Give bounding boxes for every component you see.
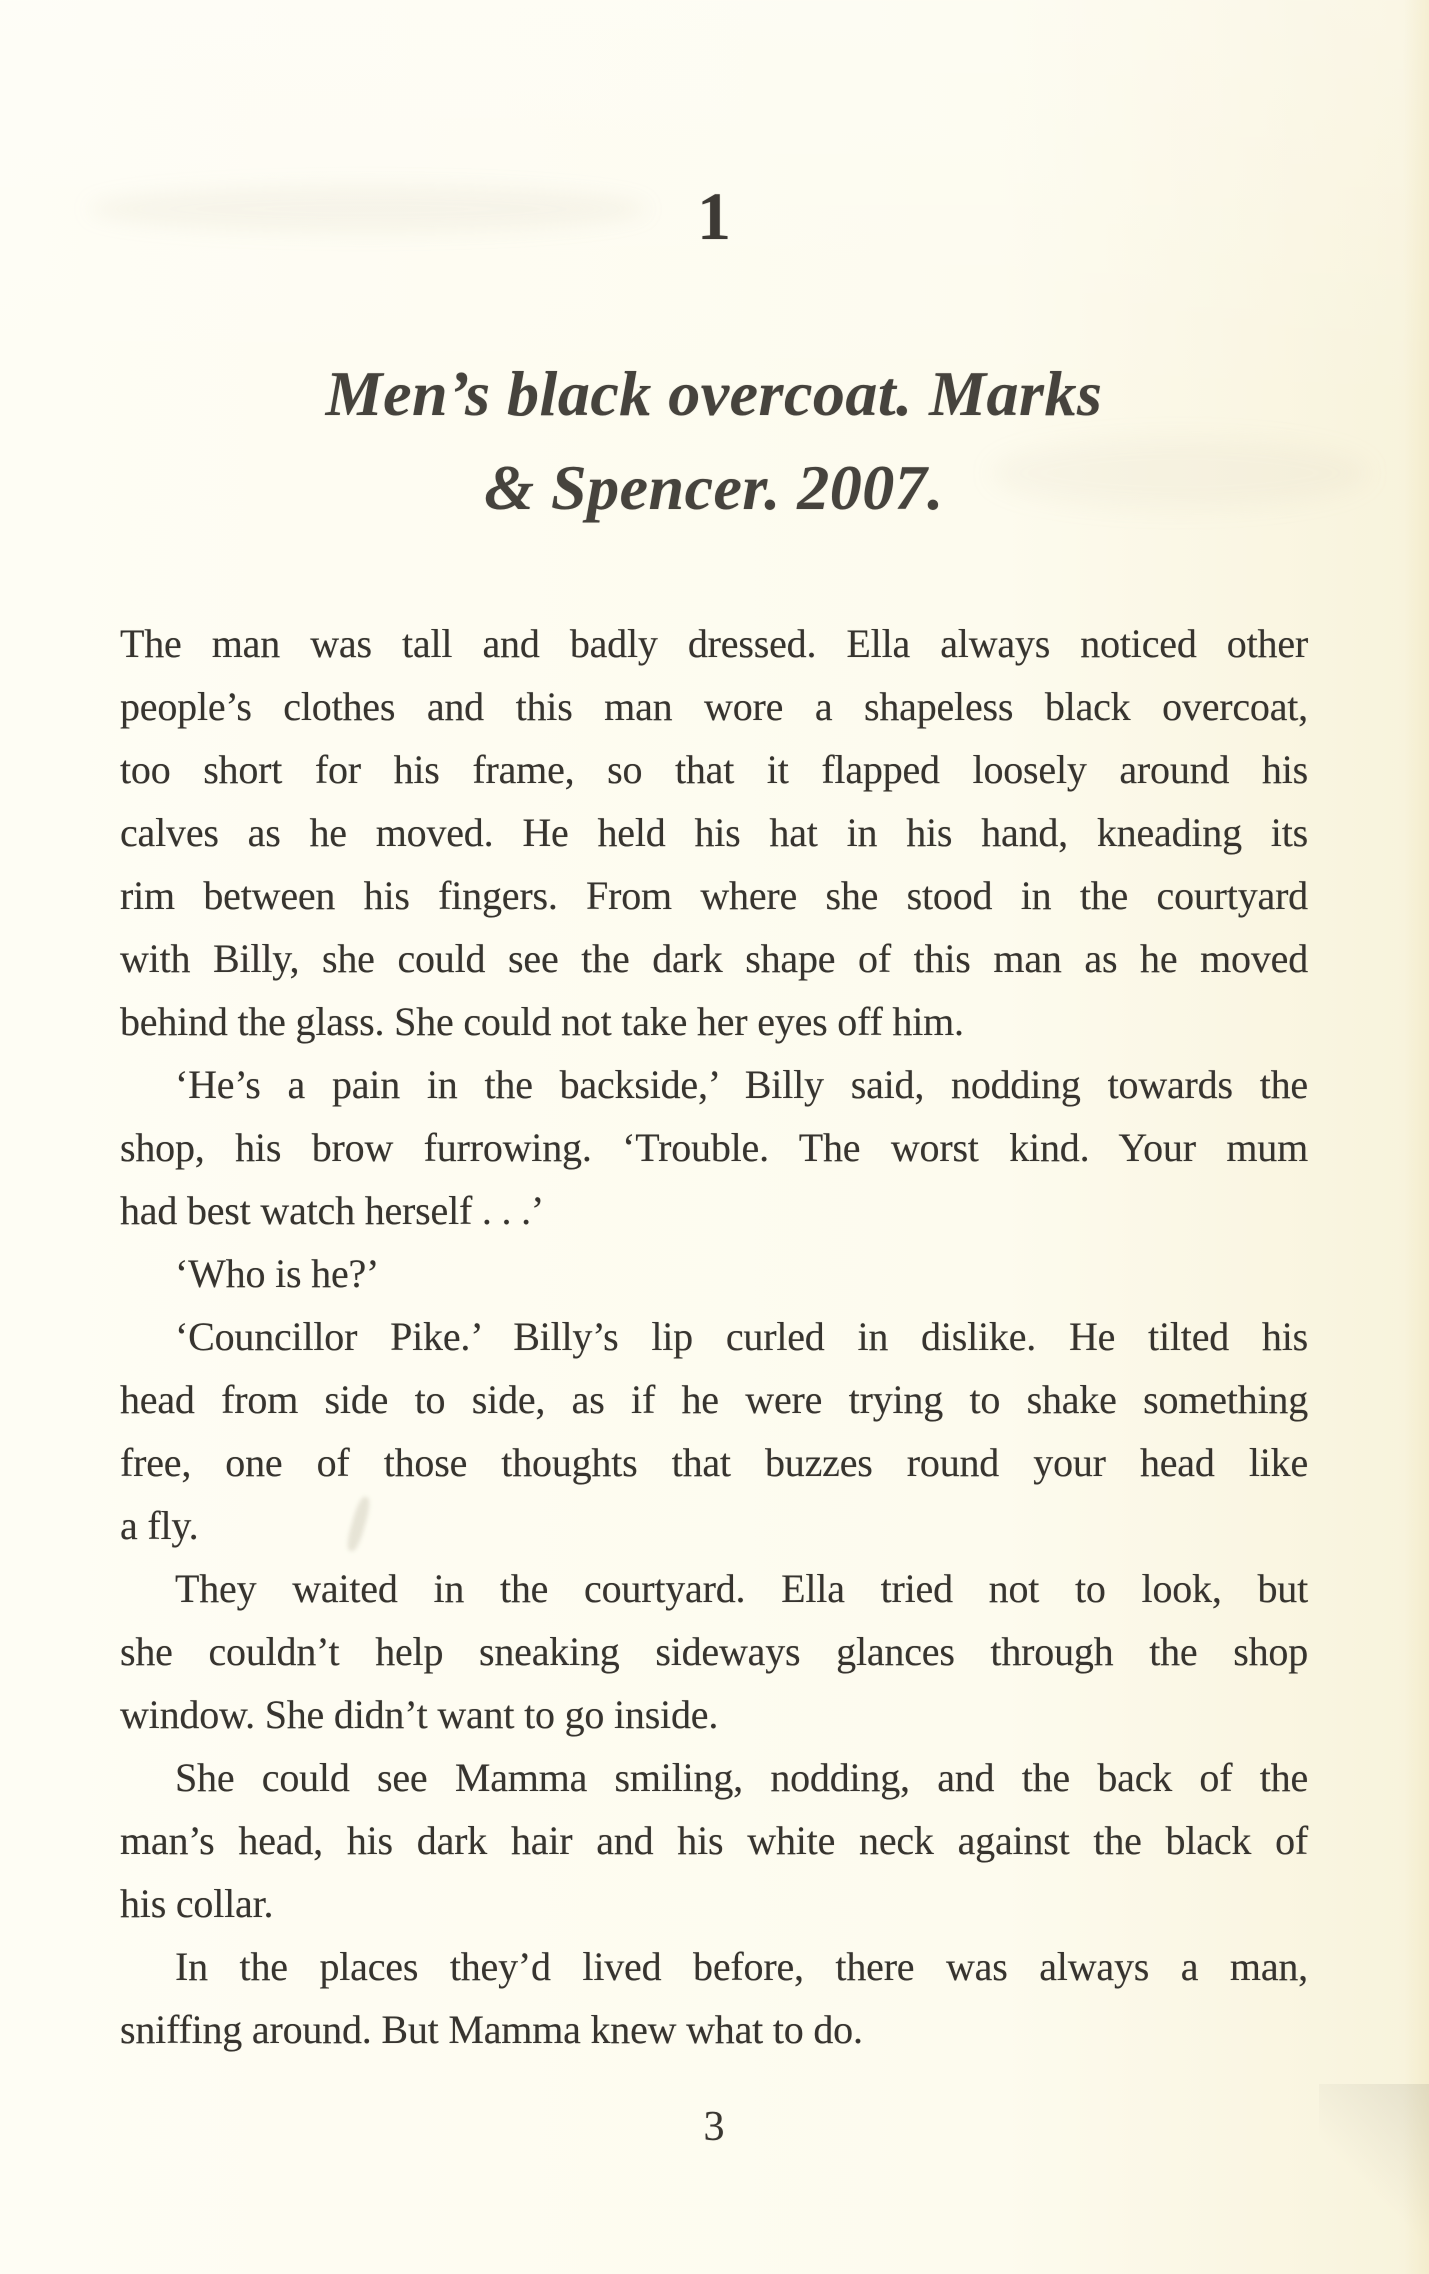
text-line: a fly. bbox=[120, 1503, 199, 1548]
page-number: 3 bbox=[703, 2104, 725, 2150]
text-line: She could see Mamma smiling, nodding, and the back of the bbox=[175, 1755, 1308, 1800]
text-line: free, one of those thoughts that buzzes round your head like bbox=[120, 1440, 1308, 1485]
page-corner-shadow bbox=[1319, 2084, 1429, 2274]
chapter-title-line-2: & Spencer. 2007. bbox=[484, 452, 944, 523]
text-line: The man was tall and badly dressed. Ella always noticed other bbox=[120, 621, 1308, 666]
text-line: his collar. bbox=[120, 1881, 274, 1926]
paragraph bbox=[120, 1935, 1308, 2061]
chapter-number: 1 bbox=[697, 178, 731, 254]
paragraph bbox=[120, 1053, 1308, 1242]
text-line: In the places they’d lived before, there was always a man, bbox=[175, 1944, 1308, 1989]
page-edge-shadow bbox=[1403, 0, 1429, 2274]
text-line: ‘Councillor Pike.’ Billy’s lip curled in dislike. He tilted his bbox=[175, 1314, 1308, 1359]
text-line: shop, his brow furrowing. ‘Trouble. The worst kind. Your mum bbox=[120, 1125, 1308, 1170]
text-line: They waited in the courtyard. Ella tried not to look, but bbox=[175, 1566, 1308, 1611]
body-text bbox=[120, 612, 1308, 2061]
text-line: head from side to side, as if he were trying to shake something bbox=[120, 1377, 1308, 1422]
chapter-title bbox=[120, 347, 1308, 535]
text-line: rim between his fingers. From where she stood in the courtyard bbox=[120, 873, 1308, 918]
paragraph bbox=[120, 1746, 1308, 1935]
text-line: calves as he moved. He held his hat in his hand, kneading its bbox=[120, 810, 1308, 855]
text-line: had best watch herself . . .’ bbox=[120, 1188, 545, 1233]
text-line: too short for his frame, so that it flapped loosely around his bbox=[120, 747, 1308, 792]
text-line: people’s clothes and this man wore a shapeless black overcoat, bbox=[120, 684, 1308, 729]
paragraph bbox=[120, 1305, 1308, 1557]
text-line: she couldn’t help sneaking sideways glances through the shop bbox=[120, 1629, 1308, 1674]
text-line: behind the glass. She could not take her eyes off him. bbox=[120, 999, 964, 1044]
chapter-title-line-1: Men’s black overcoat. Marks bbox=[325, 358, 1103, 429]
paragraph bbox=[120, 612, 1308, 1053]
text-line: ‘Who is he?’ bbox=[175, 1251, 380, 1296]
text-line: ‘He’s a pain in the backside,’ Billy said, nodding towards the bbox=[175, 1062, 1308, 1107]
text-line: sniffing around. But Mamma knew what to do. bbox=[120, 2007, 863, 2052]
text-line: with Billy, she could see the dark shape of this man as he moved bbox=[120, 936, 1308, 981]
text-line: man’s head, his dark hair and his white neck against the black of bbox=[120, 1818, 1308, 1863]
paragraph bbox=[120, 1557, 1308, 1746]
text-line: window. She didn’t want to go inside. bbox=[120, 1692, 719, 1737]
paragraph bbox=[120, 1242, 1308, 1305]
